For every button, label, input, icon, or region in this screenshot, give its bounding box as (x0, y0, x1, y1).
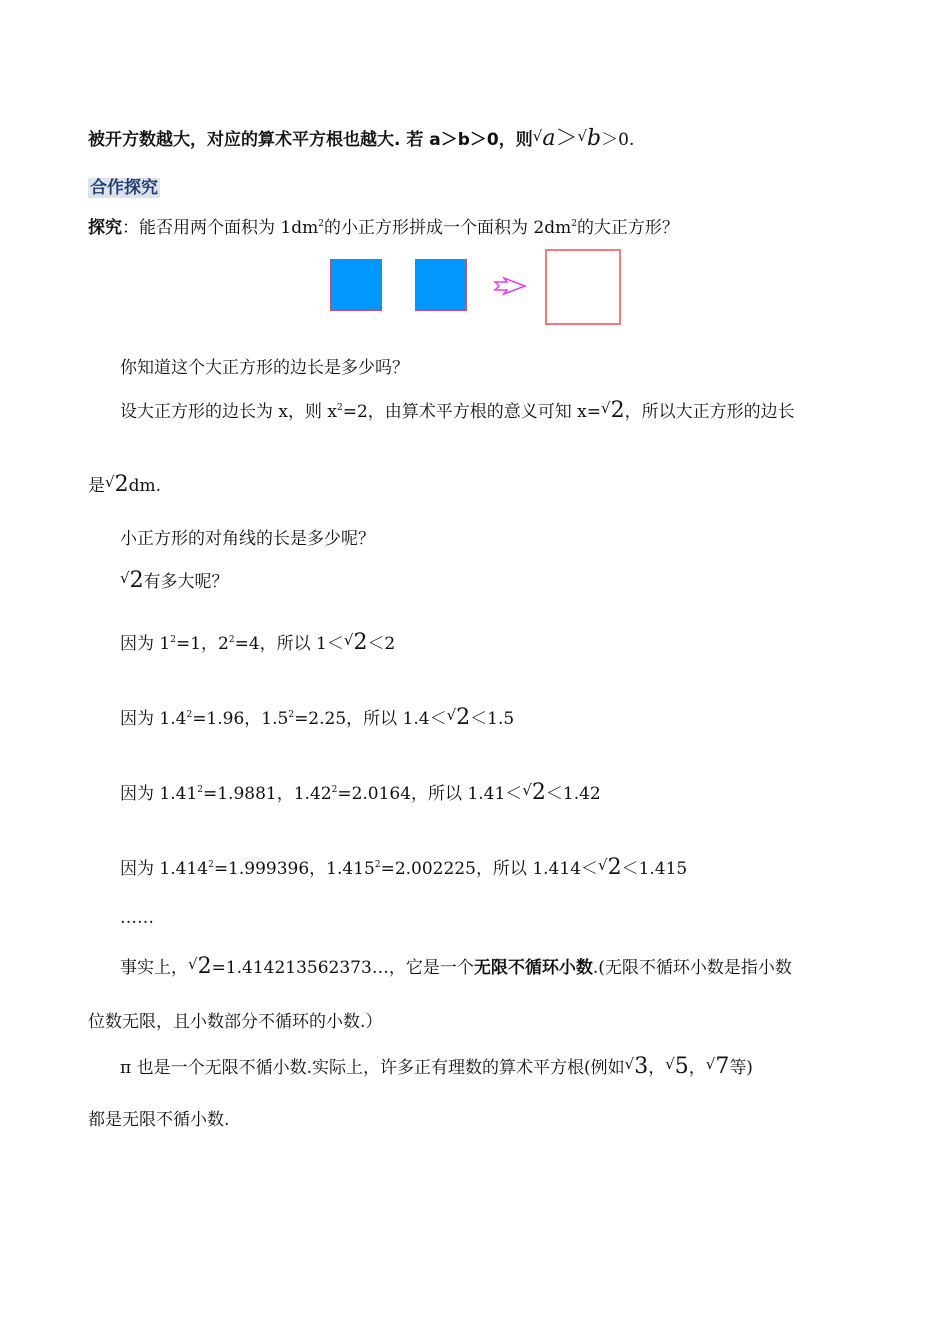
question-diagonal: 小正方形的对角线的长是多少呢？ (120, 529, 375, 549)
pi-paragraph: π 也是一个无限不循小数.实际上，许多正有理数的算术平方根(例如√3，√5，√7等) (120, 1054, 753, 1079)
property-sentence: 被开方数越大，对应的算术平方根也越大. 若 a＞b＞0，则√a＞√b＞0. (88, 126, 635, 151)
question-sqrt2-size: √2有多大呢？ (120, 568, 229, 593)
question-side-length: 你知道这个大正方形的边长是多少吗？ (120, 358, 409, 378)
side-length-paragraph: 设大正方形的边长为 x，则 $x^2=2$，由算术平方根的意义可知 x=√2，所以大正方形的边长 (120, 398, 795, 423)
sqrt-a: √a (532, 126, 556, 151)
explore-label: 探究 (88, 218, 122, 238)
fact-paragraph-cont: 位数无限，且小数部分不循环的小数.） (88, 1012, 383, 1032)
section-heading-wrap (88, 176, 160, 200)
step-row: 因为 $1.41^2=1.9881$，$1.42^2=2.0164$，所以 1.41＜√2＜1.42 (120, 780, 601, 805)
arrow-icon (493, 276, 527, 296)
fact-paragraph: 事实上，√2=1.414213562373…，它是一个无限不循环小数.(无限不循环小数是指小数 (120, 954, 792, 979)
side-length-paragraph-cont: 是√2dm. (88, 472, 161, 497)
explore-question: 探究：能否用两个面积为 $1dm^2$的小正方形拼成一个面积为 $2dm^2$的大正方形？ (88, 218, 679, 238)
sqrt-b: √b (577, 126, 602, 151)
big-square (545, 249, 621, 325)
step-row: 因为 $1^2=1$，$2^2=4$，所以 1＜√2＜2 (120, 630, 396, 655)
property-text: 被开方数越大，对应的算术平方根也越大. 若 a＞b＞0，则 (88, 130, 533, 150)
irrational-term: 无限不循环小数 (473, 958, 593, 978)
section-heading: 合作探究 (90, 178, 158, 198)
ellipsis: …… (120, 908, 154, 928)
small-square-2 (415, 259, 467, 311)
step-row: 因为 $1.414^2=1.999396$，$1.415^2=2.002225$，所以 1.414＜√2＜1.415 (120, 855, 688, 880)
small-square-1 (330, 259, 382, 311)
pi-paragraph-cont: 都是无限不循小数. (88, 1110, 230, 1130)
step-row: 因为 $1.4^2=1.96$，$1.5^2=2.25$，所以 1.4＜√2＜1.5 (120, 705, 515, 730)
